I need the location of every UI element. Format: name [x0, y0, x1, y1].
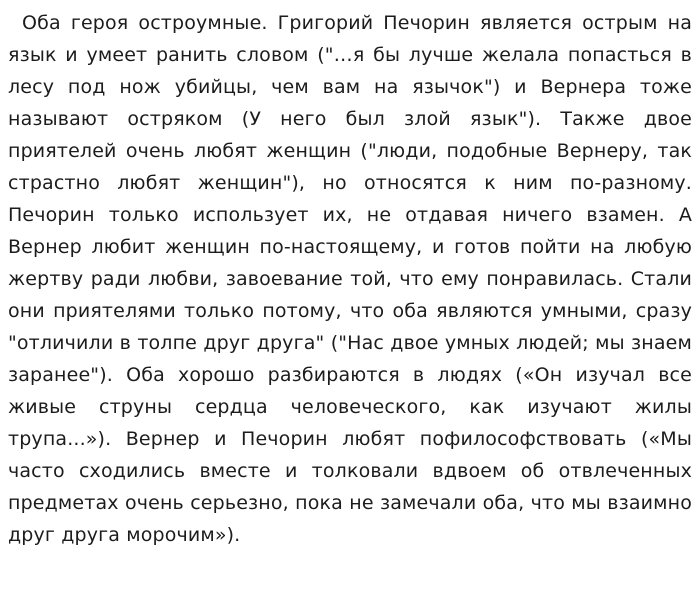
essay-paragraph: Оба героя остроумные. Григорий Печорин является острым на язык и умеет ранить словом ("…я бы лучше желала попасться в лесу под нож убийцы, чем вам на язычок") и Вернера тоже называют остряком (У него был злой язык"). Также двое приятелей очень любят женщин ("люди, подобные Вернеру, так страстно любят женщин"), но относятся к ним по-разному. Печорин только использует их, не отдавая ничего взамен. А Вернер любит женщин по-настоящему, и готов пойти на любую жертву ради любви, завоевание той, что ему понравилась. Стали они приятелями только потому, что оба являются умными, сразу "отличили в толпе друг друга" ("Нас двое умных людей; мы знаем заранее"). Оба хорошо разбираются в людях («Он изучал все живые струны сердца человеческого, как изучают жилы трупа...»). Вернер и Печорин любят пофилософствовать («Мы часто сходились вместе и толковали вдвоем об отвлеченных предметах очень серьезно, пока не замечали оба, что мы взаимно друг друга морочим»). — [8, 12, 692, 546]
